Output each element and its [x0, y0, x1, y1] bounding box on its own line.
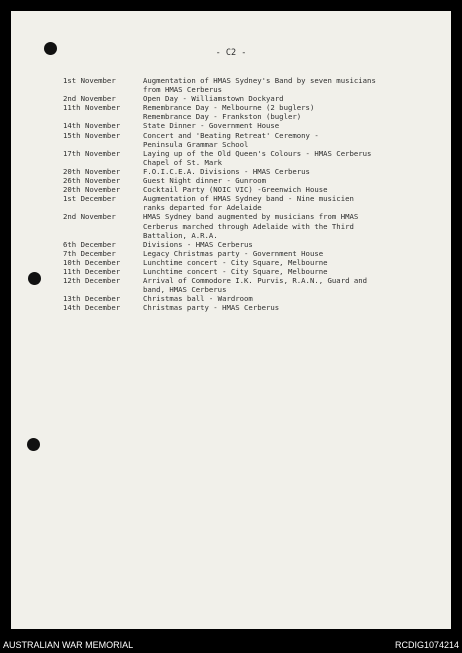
event-description-line: Chapel of St. Mark [143, 157, 223, 167]
event-description-line: Remembrance Day - Melbourne (2 buglers) [143, 103, 315, 113]
event-description-line: HMAS Sydney band augmented by musicians from HMAS [143, 212, 359, 222]
event-description-line: Remembrance Day - Frankston (bugler) [143, 112, 302, 122]
event-description [143, 176, 393, 185]
event-date: 20th November [63, 166, 121, 176]
event-description [143, 258, 393, 267]
event-date: 1st November [63, 76, 116, 85]
punch-hole-bottom [27, 438, 40, 451]
event-date: 14th December [63, 303, 121, 313]
event-description [143, 167, 393, 176]
event-entry [63, 167, 393, 176]
event-description-line: from HMAS Cerberus [143, 85, 223, 95]
event-description [143, 212, 393, 239]
event-description-line: ranks departed for Adelaide [143, 203, 262, 213]
event-date: 17th November [63, 148, 121, 158]
archive-footer [0, 629, 462, 653]
event-date: 2nd November [63, 94, 116, 104]
event-description-line: State Dinner - Government House [143, 121, 280, 131]
event-description [143, 294, 393, 303]
event-date: 11th December [63, 266, 121, 276]
event-description-line: Cerberus marched through Adelaide with the Third [143, 221, 354, 231]
event-description-line: Augmentation of HMAS Sydney's Band by seven musicians [143, 76, 376, 85]
event-date: 26th November [63, 176, 121, 186]
event-description [143, 240, 393, 249]
event-description [143, 185, 393, 194]
event-description-line: Peninsula Grammar School [143, 139, 249, 149]
event-entry [63, 258, 393, 267]
document-page [11, 11, 451, 629]
event-description-line: Battalion, A.R.A. [143, 230, 218, 240]
event-description [143, 103, 393, 121]
event-list [63, 76, 393, 312]
event-date: 15th November [63, 130, 121, 140]
event-description [143, 303, 393, 312]
event-entry [63, 194, 393, 212]
event-date: 6th December [63, 239, 116, 249]
event-description-line: Christmas ball - Wardroom [143, 294, 253, 304]
event-description [143, 267, 393, 276]
event-entry [63, 267, 393, 276]
event-description-line: Lunchtime concert - City Square, Melbourne [143, 266, 328, 276]
event-description [143, 94, 393, 103]
event-entry [63, 294, 393, 303]
event-description-line: Open Day - Williamstown Dockyard [143, 94, 284, 104]
footer-record-id: RCDIG1074214 [394, 640, 459, 650]
event-entry [63, 103, 393, 121]
event-entry [63, 276, 393, 294]
event-description [143, 194, 393, 212]
event-description-line: Divisions - HMAS Cerberus [143, 239, 253, 249]
event-date: 20th November [63, 185, 121, 195]
event-description [143, 121, 393, 130]
event-entry [63, 131, 393, 149]
event-description [143, 76, 393, 94]
event-description-line: Legacy Christmas party - Government House [143, 248, 324, 258]
event-entry [63, 240, 393, 249]
event-date: 1st December [63, 194, 116, 204]
event-description-line: Lunchtime concert - City Square, Melbourne [143, 257, 328, 267]
event-entry [63, 121, 393, 130]
event-description [143, 131, 393, 149]
event-date: 2nd November [63, 212, 116, 222]
event-description-line: Cocktail Party (NOIC VIC) -Greenwich House [143, 185, 328, 195]
event-entry [63, 149, 393, 167]
event-description-line: F.O.I.C.E.A. Divisions - HMAS Cerberus [143, 166, 310, 176]
event-entry [63, 185, 393, 194]
page-number: - C2 - [215, 48, 247, 58]
event-date: 14th November [63, 121, 121, 131]
event-description [143, 276, 393, 294]
event-entry [63, 176, 393, 185]
event-description-line: band, HMAS Cerberus [143, 285, 227, 295]
event-description [143, 249, 393, 258]
event-description-line: Laying up of the Old Queen's Colours - HMAS Cerberus [143, 148, 372, 158]
event-date: 13th December [63, 294, 121, 304]
event-description-line: Christmas party - HMAS Cerberus [143, 303, 280, 313]
event-description-line: Arrival of Commodore I.K. Purvis, R.A.N., Guard and [143, 276, 368, 286]
event-date: 12th December [63, 276, 121, 286]
event-entry [63, 303, 393, 312]
punch-hole-middle [28, 272, 41, 285]
event-description-line: Guest Night dinner - Gunroom [143, 176, 267, 186]
event-date: 10th December [63, 257, 121, 267]
event-entry [63, 94, 393, 103]
footer-source: AUSTRALIAN WAR MEMORIAL [3, 640, 134, 650]
event-entry [63, 76, 393, 94]
event-description [143, 149, 393, 167]
event-entry [63, 212, 393, 239]
event-description-line: Concert and 'Beating Retreat' Ceremony - [143, 130, 319, 140]
event-description-line: Augmentation of HMAS Sydney band - Nine musicien [143, 194, 354, 204]
event-entry [63, 249, 393, 258]
event-date: 11th November [63, 103, 121, 113]
event-date: 7th December [63, 248, 116, 258]
